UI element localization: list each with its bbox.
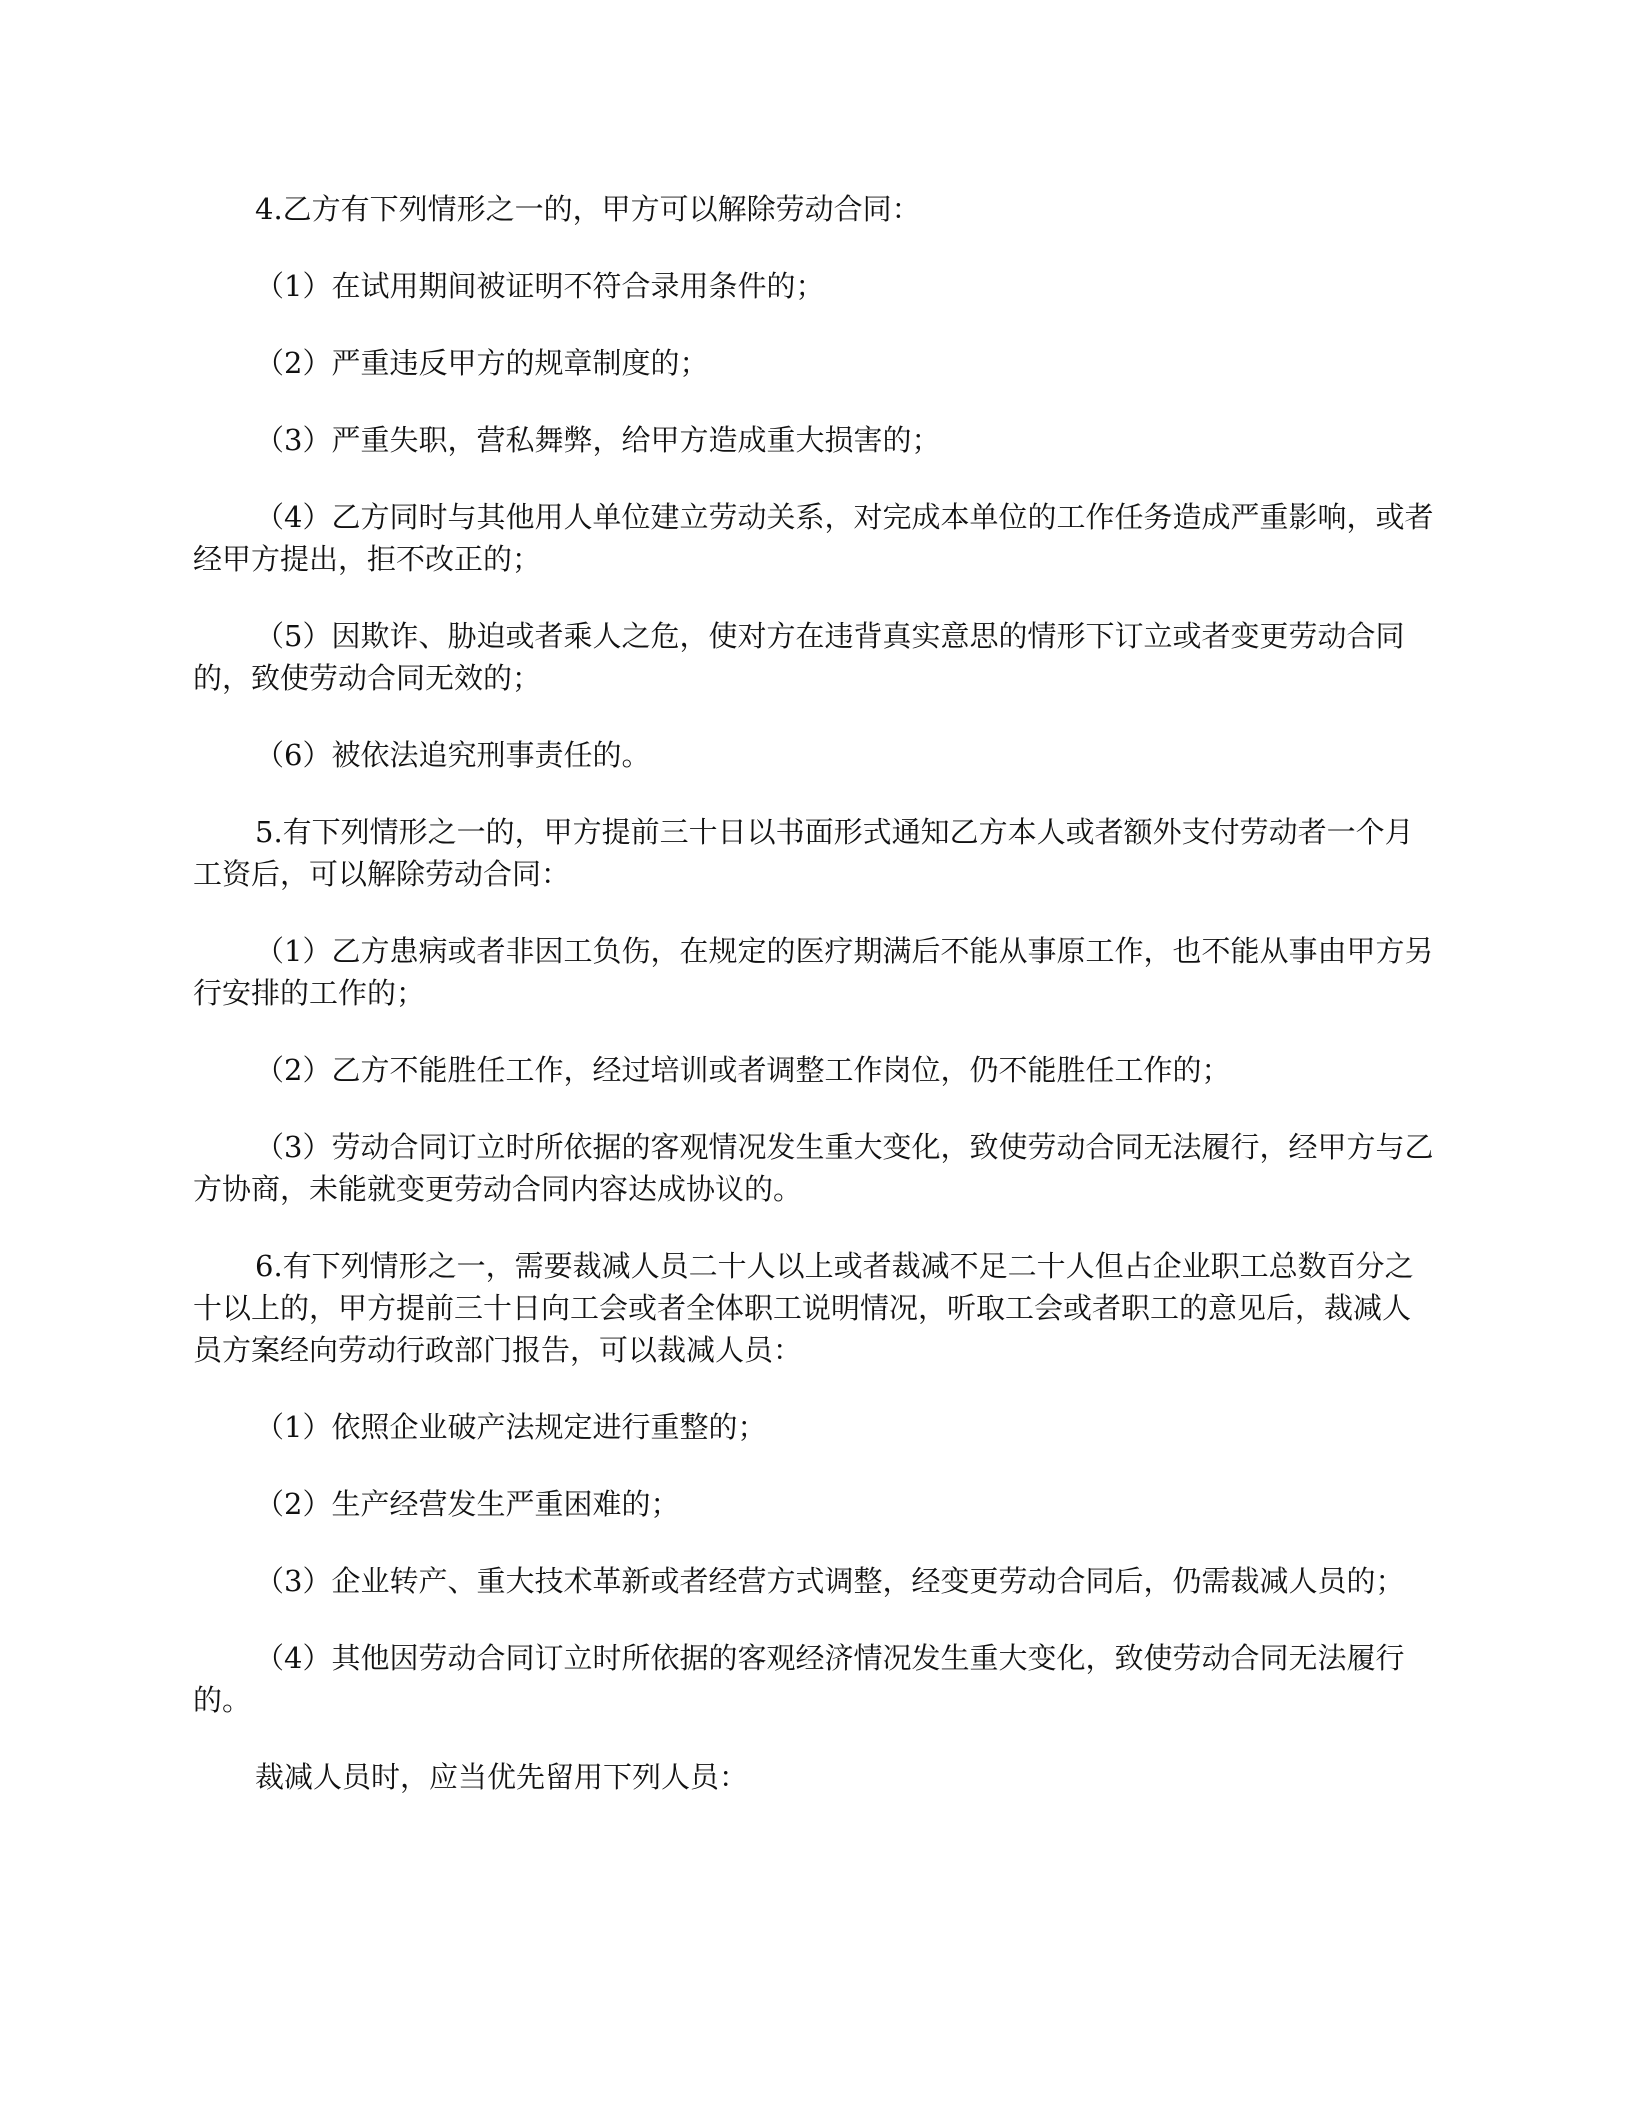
- clause-4-item-2: （2）严重违反甲方的规章制度的；: [255, 346, 709, 380]
- clause-4-item-4: （4）乙方同时与其他用人单位建立劳动关系，对完成本单位的工作任务造成严重影响，或者经甲方提出，拒不改正的；: [193, 500, 1434, 576]
- clause-5-item-2: （2）乙方不能胜任工作，经过培训或者调整工作岗位，仍不能胜任工作的；: [255, 1053, 1231, 1087]
- clause-4-item-5: （5）因欺诈、胁迫或者乘人之危，使对方在违背真实意思的情形下订立或者变更劳动合同的，致使劳动合同无效的；: [193, 619, 1405, 695]
- clause-6-heading: 6.有下列情形之一，需要裁减人员二十人以上或者裁减不足二十人但占企业职工总数百分之十以上的，甲方提前三十日向工会或者全体职工说明情况，听取工会或者职工的意见后，裁减人员方案经向劳动行政部门报告，可以裁减人员：: [193, 1249, 1414, 1367]
- clause-5-item-3: （3）劳动合同订立时所依据的客观情况发生重大变化，致使劳动合同无法履行，经甲方与乙方协商，未能就变更劳动合同内容达成协议的。: [193, 1130, 1434, 1206]
- clause-6-item-4: （4）其他因劳动合同订立时所依据的客观经济情况发生重大变化，致使劳动合同无法履行的。: [193, 1641, 1405, 1717]
- clause-6-item-3: （3）企业转产、重大技术革新或者经营方式调整，经变更劳动合同后，仍需裁减人员的；: [255, 1564, 1405, 1598]
- document-body: [193, 188, 1437, 1833]
- clause-6-item-1: （1）依照企业破产法规定进行重整的；: [255, 1410, 767, 1444]
- layoff-priority-heading: 裁减人员时，应当优先留用下列人员：: [255, 1760, 749, 1794]
- clause-4-item-1: （1）在试用期间被证明不符合录用条件的；: [255, 269, 825, 303]
- clause-5-item-1: （1）乙方患病或者非因工负伤，在规定的医疗期满后不能从事原工作，也不能从事由甲方另行安排的工作的；: [193, 934, 1434, 1010]
- clause-4-item-3: （3）严重失职，营私舞弊，给甲方造成重大损害的；: [255, 423, 941, 457]
- clause-6-item-2: （2）生产经营发生严重困难的；: [255, 1487, 680, 1521]
- clause-5-heading: 5.有下列情形之一的，甲方提前三十日以书面形式通知乙方本人或者额外支付劳动者一个月工资后，可以解除劳动合同：: [193, 815, 1414, 891]
- clause-4-heading: 4.乙方有下列情形之一的，甲方可以解除劳动合同：: [255, 192, 921, 226]
- clause-4-item-6: （6）被依法追究刑事责任的。: [255, 738, 651, 772]
